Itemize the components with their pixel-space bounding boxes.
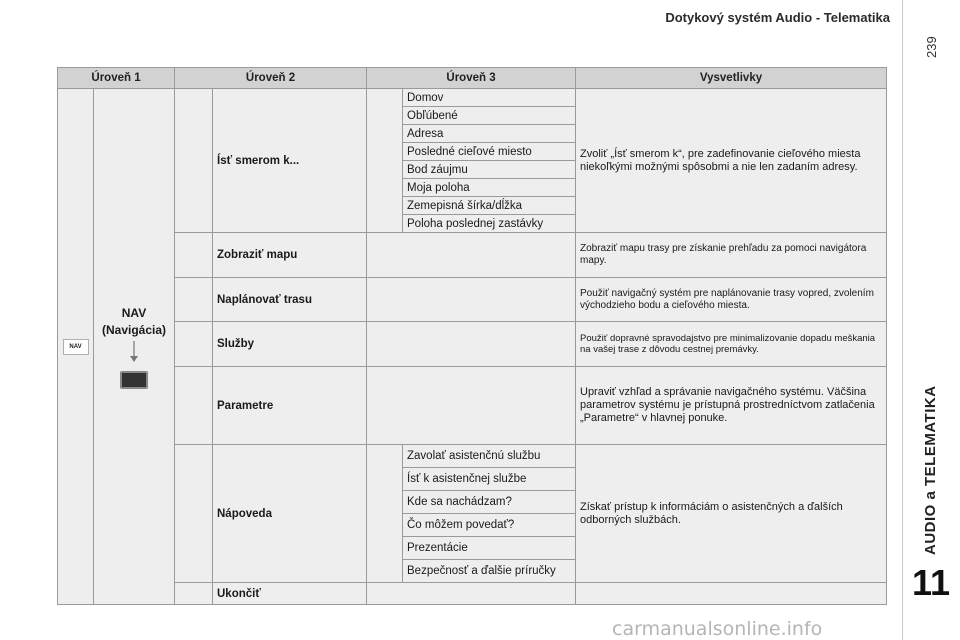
level2-item-help: Nápoveda: [213, 445, 367, 583]
column-header-description: Vysvetlivky: [576, 68, 887, 89]
level2-item-exit: Ukončiť: [213, 583, 367, 605]
level2-spacer: [175, 278, 213, 322]
description-empty: [576, 583, 887, 605]
table-row: [58, 445, 887, 468]
level2-spacer: [175, 445, 213, 583]
table-row: [58, 89, 887, 107]
column-header-level2: Úroveň 2: [175, 68, 367, 89]
level3-item: Ísť k asistenčnej službe: [403, 468, 576, 491]
level3-spacer: [367, 445, 403, 583]
description-services: Použiť dopravné spravodajstvo pre minimalizovanie dopadu meškania na vašej trase z dôvodu cestnej premávky.: [576, 322, 887, 367]
level3-item: Čo môžem povedať?: [403, 514, 576, 537]
touchscreen-icon: [120, 371, 148, 389]
level3-item: Zavolať asistenčnú službu: [403, 445, 576, 468]
level3-item: Bezpečnosť a ďalšie príručky: [403, 560, 576, 583]
level1-label: NAV: [121, 305, 147, 320]
table-header-row: [58, 68, 887, 89]
level3-empty: [367, 233, 576, 278]
level2-spacer: [175, 583, 213, 605]
level3-item: Moja poloha: [403, 179, 576, 197]
section-side-title: AUDIO a TELEMATIKA: [922, 385, 939, 555]
level1-sublabel: (Navigácia): [101, 322, 167, 337]
page-header-title: Dotykový systém Audio - Telematika: [665, 10, 890, 25]
table-row: [58, 583, 887, 605]
watermark: carmanualsonline.info: [612, 618, 823, 640]
level3-item: Bod záujmu: [403, 161, 576, 179]
table-row: [58, 322, 887, 367]
description-settings: Upraviť vzhľad a správanie navigačného systému. Väčšina parametrov systému je prístupná prostredníctvom zatlačenia „Parametre“ v hlavnej ponuke.: [576, 367, 887, 445]
level3-item: Obľúbené: [403, 107, 576, 125]
level3-item: Kde sa nachádzam?: [403, 491, 576, 514]
level3-item: Posledné cieľové miesto: [403, 143, 576, 161]
level3-empty: [367, 367, 576, 445]
description-plan-route: Použiť navigačný systém pre naplánovanie trasy vopred, zvolením východzieho bodu a cieľového miesta.: [576, 278, 887, 322]
page-number: 239: [924, 36, 939, 58]
level2-item-services: Služby: [213, 322, 367, 367]
level2-spacer: [175, 89, 213, 233]
arrow-down-icon: [128, 341, 140, 363]
column-header-level1: Úroveň 1: [58, 68, 175, 89]
column-header-level3: Úroveň 3: [367, 68, 576, 89]
level2-spacer: [175, 233, 213, 278]
description-go-to: Zvoliť „Ísť smerom k“, pre zadefinovanie cieľového miesta niekoľkými možnými spôsobmi a nie len zadaním adresy.: [576, 89, 887, 233]
level2-spacer: [175, 322, 213, 367]
margin-divider: [902, 0, 903, 640]
level3-empty: [367, 583, 576, 605]
level3-empty: [367, 322, 576, 367]
level2-item-settings: Parametre: [213, 367, 367, 445]
level2-item-go-to: Ísť smerom k...: [213, 89, 367, 233]
level3-spacer: [367, 89, 403, 233]
level3-item: Prezentácie: [403, 537, 576, 560]
level2-spacer: [175, 367, 213, 445]
level2-item-plan-route: Naplánovať trasu: [213, 278, 367, 322]
level1-nav-cell: [94, 89, 175, 605]
level3-item: Adresa: [403, 125, 576, 143]
table-row: [58, 278, 887, 322]
table-row: [58, 367, 887, 445]
chapter-number: 11: [912, 562, 951, 603]
level3-item: Zemepisná šírka/dĺžka: [403, 197, 576, 215]
description-help: Získať prístup k informáciám o asistenčných a ďalších odborných službách.: [576, 445, 887, 583]
level2-item-show-map: Zobraziť mapu: [213, 233, 367, 278]
nav-button-icon: NAV: [63, 339, 89, 355]
navigation-menu-table: [57, 67, 887, 605]
table-row: [58, 233, 887, 278]
level3-item: Poloha poslednej zastávky: [403, 215, 576, 233]
description-show-map: Zobraziť mapu trasy pre získanie prehľadu za pomoci navigátora mapy.: [576, 233, 887, 278]
level3-item: Domov: [403, 89, 576, 107]
level3-empty: [367, 278, 576, 322]
level1-icon-cell: [58, 89, 94, 605]
